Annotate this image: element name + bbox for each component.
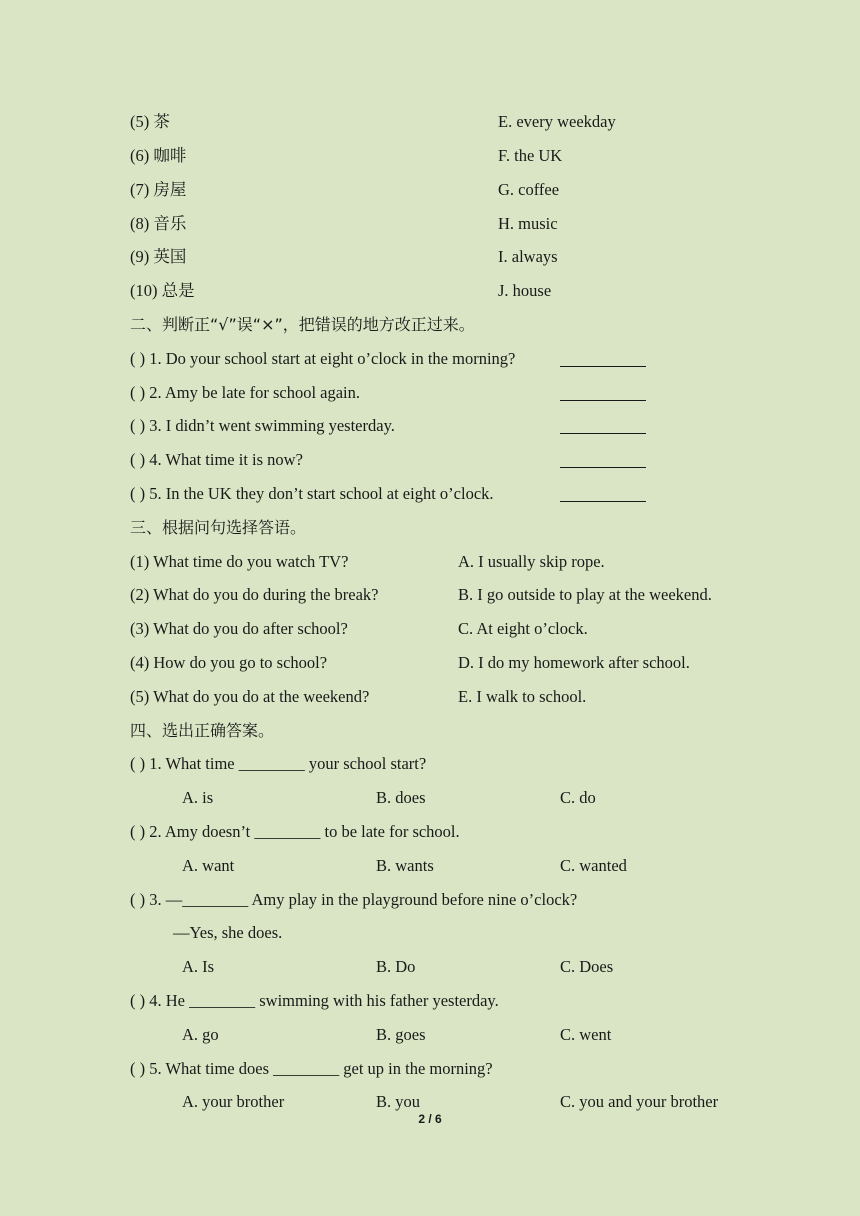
option-b: B. wants	[376, 856, 434, 875]
match-right: G. coffee	[498, 180, 560, 199]
question-text: (2) What do you do during the break?	[130, 585, 379, 604]
judge-text: ( ) 3. I didn’t went swimming yesterday.	[130, 416, 395, 435]
judge-text: ( ) 5. In the UK they don’t start school at eight o’clock.	[130, 484, 494, 503]
option-b: B. does	[376, 788, 426, 807]
judge-text: ( ) 2. Amy be late for school again.	[130, 383, 361, 402]
option-b: B. goes	[376, 1025, 426, 1044]
match-left: (9) 英国	[130, 247, 187, 266]
match-left: (6) 咖啡	[130, 146, 187, 165]
option-a: A. Is	[182, 957, 215, 976]
option-c: C. went	[560, 1025, 612, 1044]
answer-blank[interactable]	[560, 381, 646, 401]
option-a: A. want	[182, 856, 235, 875]
answer-blank[interactable]	[560, 347, 646, 367]
section-heading: 三、根据问句选择答语。	[130, 518, 307, 537]
option-c: C. wanted	[560, 856, 627, 875]
option-b: B. Do	[376, 957, 416, 976]
question-text: (4) How do you go to school?	[130, 653, 328, 672]
dialogue-reply: —Yes, she does.	[173, 923, 283, 942]
mc-question: ( ) 1. What time ________ your school start?	[130, 754, 427, 773]
page-number: 2 / 6	[418, 1112, 442, 1126]
match-right: J. house	[498, 281, 552, 300]
match-left: (8) 音乐	[130, 214, 187, 233]
match-left: (7) 房屋	[130, 180, 187, 199]
mc-question: ( ) 3. —________ Amy play in the playground before nine o’clock?	[130, 890, 578, 909]
option-a: A. is	[182, 788, 214, 807]
question-text: (3) What do you do after school?	[130, 619, 348, 638]
answer-text: B. I go outside to play at the weekend.	[458, 585, 712, 604]
question-text: (5) What do you do at the weekend?	[130, 687, 370, 706]
answer-text: E. I walk to school.	[458, 687, 587, 706]
option-a: A. your brother	[182, 1092, 285, 1111]
judge-text: ( ) 4. What time it is now?	[130, 450, 303, 469]
answer-text: C. At eight o’clock.	[458, 619, 588, 638]
match-right: F. the UK	[498, 146, 563, 165]
question-text: (1) What time do you watch TV?	[130, 552, 349, 571]
answer-blank[interactable]	[560, 414, 646, 434]
match-right: H. music	[498, 214, 558, 233]
match-right: I. always	[498, 247, 558, 266]
match-right: E. every weekday	[498, 112, 616, 131]
match-left: (5) 茶	[130, 112, 170, 131]
section-heading: 二、判断正“√”误“×”，把错误的地方改正过来。	[130, 315, 475, 334]
option-c: C. you and your brother	[560, 1092, 719, 1111]
option-c: C. do	[560, 788, 596, 807]
answer-text: A. I usually skip rope.	[458, 552, 605, 571]
answer-blank[interactable]	[560, 482, 646, 502]
judge-text: ( ) 1. Do your school start at eight o’clock in the morning?	[130, 349, 516, 368]
mc-question: ( ) 4. He ________ swimming with his father yesterday.	[130, 991, 499, 1010]
answer-text: D. I do my homework after school.	[458, 653, 690, 672]
mc-question: ( ) 5. What time does ________ get up in the morning?	[130, 1059, 493, 1078]
option-a: A. go	[182, 1025, 219, 1044]
section-heading: 四、选出正确答案。	[130, 721, 275, 740]
match-left: (10) 总是	[130, 281, 195, 300]
mc-question: ( ) 2. Amy doesn’t ________ to be late for school.	[130, 822, 460, 841]
answer-blank[interactable]	[560, 448, 646, 468]
option-b: B. you	[376, 1092, 421, 1111]
option-c: C. Does	[560, 957, 614, 976]
